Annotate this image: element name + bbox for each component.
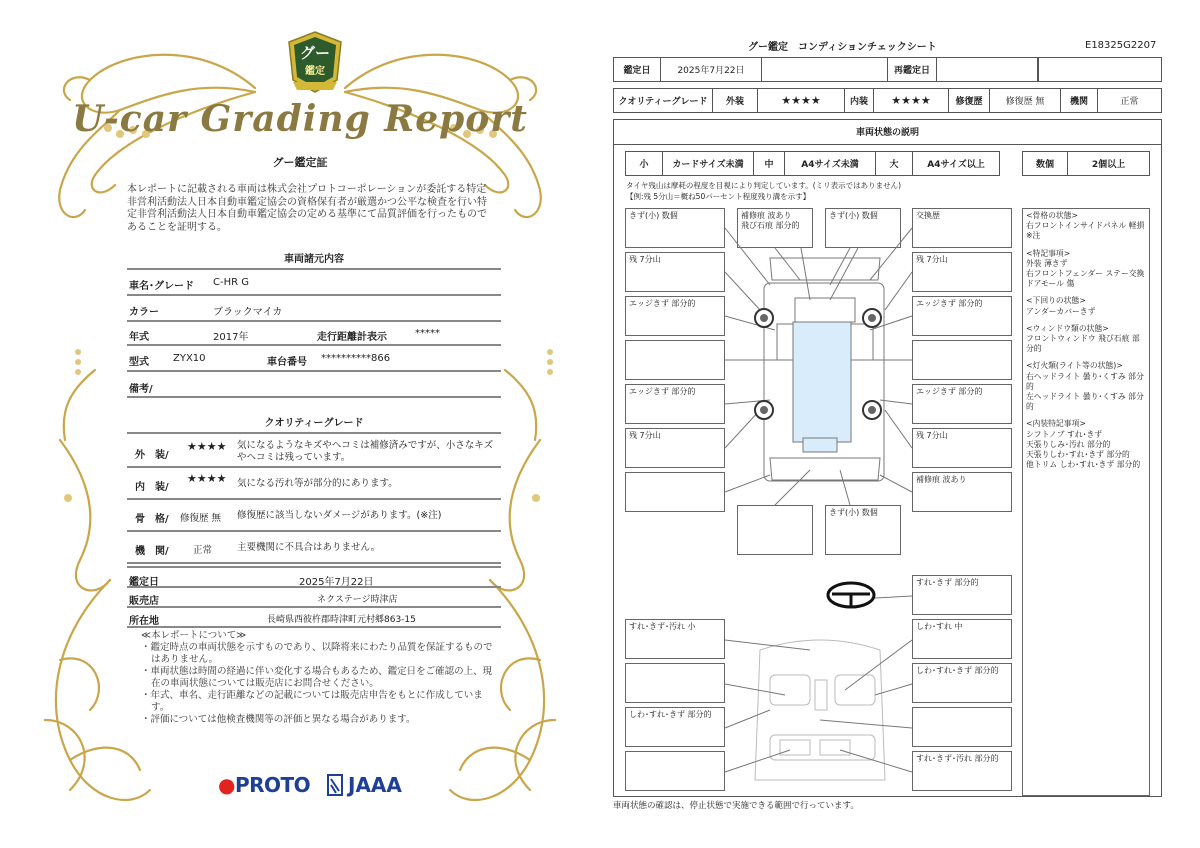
- spec-row-model: [127, 346, 501, 372]
- model-label: 型式: [129, 357, 149, 368]
- exterior-box-hood: 補修痕 波あり 飛び石痕 部分的: [737, 208, 813, 248]
- spec-row-year: [127, 322, 501, 346]
- quality-row-frame: [127, 500, 501, 532]
- exterior-box-rear-right: 補修痕 波あり: [912, 472, 1012, 512]
- condition-group-windows: <ウィンドウ類の状態> フロントウィンドウ 飛び石痕 部分的: [1026, 323, 1140, 354]
- interior-desc: 気になる汚れ等が部分的にあります。: [237, 478, 398, 489]
- exterior-box-left-front-door: エッジきず 部分的: [625, 296, 725, 336]
- ext-stars: ★★★★: [757, 88, 845, 113]
- name-label: 車名･グレード: [129, 281, 194, 292]
- condition-group-interior: <内装特記事項> シフトノブ すれ･きず 天張りしみ･汚れ 部分的 天張りしわ･すれ･きず 部分的 他トリム しわ･すれ･きず 部分的: [1026, 419, 1141, 470]
- frame-value: 修復歴 無: [180, 513, 222, 524]
- spec-section-title: 車両諸元内容: [284, 254, 344, 265]
- tire-note-2: 【例:残 5分山＝概ね50パーセント程度残り溝を示す】: [626, 192, 811, 201]
- dealer-value: ネクステージ時津店: [317, 595, 398, 605]
- steering-wheel-icon: [826, 580, 876, 610]
- dealer-row: [127, 588, 501, 608]
- exterior-box-rear-bumper: きず(小) 数個: [825, 505, 901, 555]
- name-value: C-HR G: [213, 277, 249, 288]
- divider: [1037, 57, 1039, 82]
- color-label: カラー: [129, 307, 159, 318]
- size-large-label: 大: [875, 151, 913, 176]
- quality-row-interior: [127, 468, 501, 500]
- dealer-label: 販売店: [129, 596, 159, 607]
- engine-label: 機関: [1060, 88, 1098, 113]
- certificate-body: 本レポートに記載される車両は株式会社プロトコーポレーションが委託する特定非営利活動法人日本自動車鑑定協会の資格保有者が厳選かつ公平な検査を行い特定非営利活動法人日本自動車鑑定協会の定める基準にて品質評価を行ったものであることを証明する。: [127, 184, 487, 233]
- note-item: ・鑑定時点の車両状態を示すものであり、以降将来にわたり品質を保証するものではありません。: [141, 642, 493, 665]
- address-row: [127, 608, 501, 628]
- interior-box-front-right: しわ･すれ 中: [912, 619, 1012, 659]
- condition-details-list: [1022, 208, 1150, 796]
- tire-note-1: タイヤ残山は摩耗の程度を目視により判定しています。(ミリ表示ではありません): [626, 181, 902, 190]
- badge-text-bottom: 鑑定: [305, 66, 325, 77]
- frame-desc: 修復歴に該当しないダメージがあります。(※注): [237, 510, 442, 521]
- address-value: 長崎県西彼杵郡時津町元村郷863-15: [267, 615, 416, 625]
- goo-appraisal-badge: [287, 30, 343, 94]
- exterior-box-front-left: きず(小) 数個: [625, 208, 725, 248]
- report-script-title: U-car Grading Report: [72, 98, 528, 140]
- spec-row-remarks: [127, 372, 501, 398]
- interior-stars: ★★★★: [187, 472, 227, 485]
- engine-label: 機 関/: [135, 546, 169, 557]
- mileage-label: 走行距離計表示: [317, 332, 387, 343]
- sheet-id: E18325G2207: [1085, 40, 1157, 51]
- condition-group-notes: <特記事項> 外装 薄きず 右フロントフェンダー ステー交換 ドアモール 傷: [1026, 248, 1145, 289]
- quality-section-title: クオリティーグレード: [264, 418, 364, 429]
- exterior-box-rear-left: [625, 472, 725, 512]
- jaaa-mark-icon: [326, 773, 344, 797]
- engine-value: 正常: [193, 545, 213, 556]
- quality-grade-label: クオリティーグレード: [613, 88, 713, 113]
- int-stars: ★★★★: [873, 88, 949, 113]
- appraisal-date-value: 2025年7月22日: [660, 57, 762, 82]
- note-item: ・年式、車名、走行距離などの記載については販売店申告をもとに作成しています。: [141, 690, 483, 713]
- proto-mark-icon: ●: [218, 773, 235, 797]
- interior-box-rear-right: [912, 707, 1012, 747]
- interior-box-mid-left: [625, 663, 725, 703]
- repair-value: 修復歴 無: [989, 88, 1061, 113]
- appraisal-date-label: 鑑定日: [129, 577, 159, 588]
- exterior-box-right-mid: [912, 340, 1012, 380]
- tire-box-rear-right: 残 7分山: [912, 428, 1012, 468]
- appraisal-date-row: [127, 566, 501, 588]
- tire-box-front-right: 残 7分山: [912, 252, 1012, 292]
- spec-row-color: [127, 296, 501, 322]
- repair-label: 修復歴: [948, 88, 990, 113]
- interior-label: 内 装/: [135, 482, 169, 493]
- report-notes: [127, 630, 499, 726]
- exterior-stars: ★★★★: [187, 440, 227, 453]
- interior-box-rear-bottom-right: すれ･きず･汚れ 部分的: [912, 751, 1012, 791]
- chassis-value: **********866: [321, 353, 391, 364]
- jaaa-logo: JAAA: [348, 773, 402, 797]
- quality-row-engine: [127, 532, 501, 564]
- interior-box-steering: すれ･きず 部分的: [912, 575, 1012, 615]
- reappraisal-date-label: 再鑑定日: [887, 57, 937, 82]
- appraisal-date-value: 2025年7月22日: [299, 577, 374, 588]
- exterior-box-left-mid: [625, 340, 725, 380]
- ext-label: 外装: [712, 88, 758, 113]
- color-value: ブラックマイカ: [213, 307, 283, 318]
- appraisal-date-label: 鑑定日: [613, 57, 661, 82]
- exterior-label: 外 装/: [135, 450, 169, 461]
- exterior-box-front-bumper: きず(小) 数個: [825, 208, 901, 248]
- sheet-title: グー鑑定 コンディションチェックシート: [748, 42, 937, 53]
- note-item: ・評価については他検査機関等の評価と異なる場合があります。: [141, 714, 416, 725]
- exterior-box-right-rear-door: エッジきず 部分的: [912, 384, 1012, 424]
- tire-box-rear-left: 残 7分山: [625, 428, 725, 468]
- proto-logo: ●PROTO: [218, 773, 311, 797]
- size-mid-desc: A4サイズ未満: [784, 151, 876, 176]
- spec-row-name: [127, 270, 501, 296]
- condition-title: 車両状態の説明: [613, 119, 1162, 145]
- size-small-desc: カードサイズ未満: [662, 151, 754, 176]
- note-item: ・車両状態は時間の経過に伴い変化する場合もあるため、鑑定日をご確認の上、現在の車両状態については販売店にお問合せください。: [141, 666, 493, 689]
- size-small-label: 小: [625, 151, 663, 176]
- model-value: ZYX10: [173, 353, 206, 364]
- exterior-box-rear-center-left: [737, 505, 813, 555]
- badge-text-top: グー: [299, 44, 330, 62]
- exterior-box-left-rear-door: エッジきず 部分的: [625, 384, 725, 424]
- mileage-value: *****: [415, 328, 440, 339]
- frame-label: 骨 格/: [135, 514, 169, 525]
- tire-box-front-left: 残 7分山: [625, 252, 725, 292]
- engine-desc: 主要機関に不具合はありません。: [237, 542, 381, 553]
- interior-box-rear-left: しわ･すれ･きず 部分的: [625, 707, 725, 747]
- size-large-desc: A4サイズ以上: [912, 151, 1000, 176]
- engine-value: 正常: [1097, 88, 1162, 113]
- condition-group-frame: <骨格の状態> 右フロントインサイドパネル 軽損 ※注: [1026, 211, 1145, 241]
- chassis-label: 車台番号: [267, 357, 307, 368]
- int-label: 内装: [844, 88, 874, 113]
- logos: [218, 771, 418, 799]
- condition-group-lights: <灯火類(ライト等の状態)> 右ヘッドライト 曇り･くすみ 部分的 左ヘッドライト 曇り･くすみ 部分的: [1026, 361, 1144, 412]
- notes-header: ≪本レポートについて≫: [141, 630, 247, 641]
- count-label: 数個: [1022, 151, 1068, 176]
- exterior-desc: 気になるようなキズやヘコミは補修済みですが、小さなキズやヘコミは残っています。: [237, 440, 494, 463]
- address-label: 所在地: [129, 616, 159, 627]
- remarks-label: 備考/: [129, 384, 153, 395]
- count-desc: 2個以上: [1067, 151, 1150, 176]
- interior-box-mid-right: しわ･すれ･きず 部分的: [912, 663, 1012, 703]
- size-mid-label: 中: [753, 151, 785, 176]
- certificate-title: グー鑑定証: [272, 156, 328, 169]
- exterior-box-front-right: 交換歴: [912, 208, 1012, 248]
- interior-box-rear-bottom-left: [625, 751, 725, 791]
- sheet-footer: 車両状態の確認は、停止状態で実施できる範囲で行っています。: [613, 801, 859, 811]
- quality-row-exterior: [127, 434, 501, 468]
- year-value: 2017年: [213, 332, 249, 343]
- year-label: 年式: [129, 332, 149, 343]
- exterior-box-right-front-door: エッジきず 部分的: [912, 296, 1012, 336]
- condition-group-underbody: <下回りの状態> アンダーカバーきず: [1026, 296, 1096, 316]
- interior-box-front-left: すれ･きず･汚れ 小: [625, 619, 725, 659]
